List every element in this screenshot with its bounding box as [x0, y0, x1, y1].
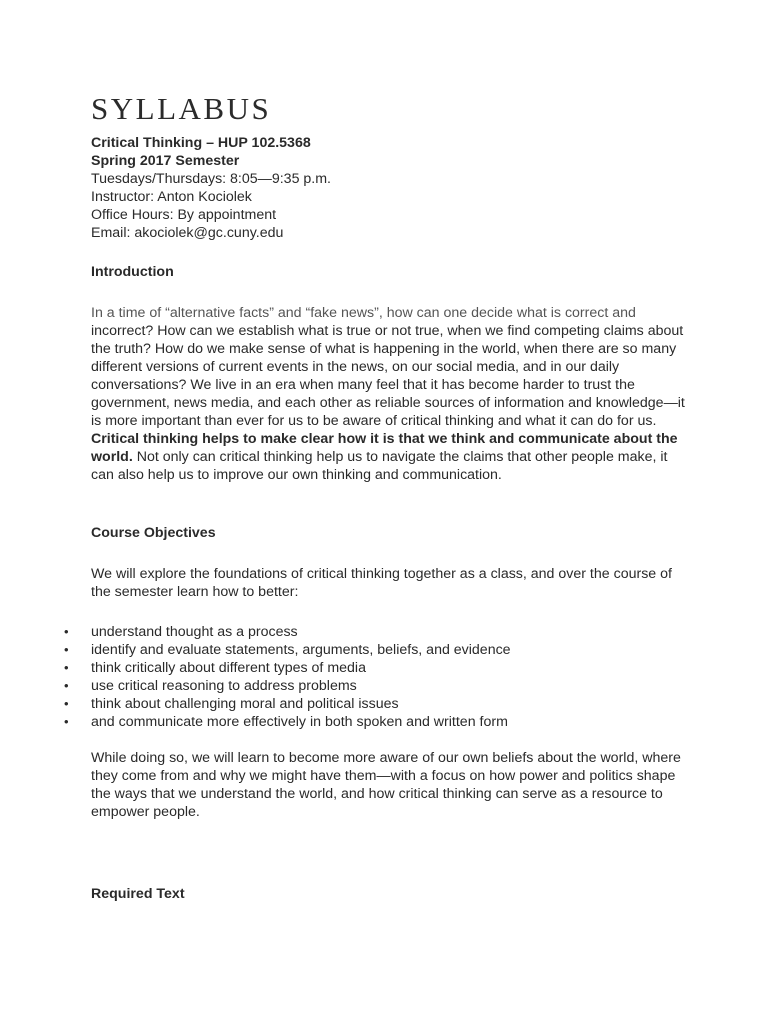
objectives-list [0, 623, 511, 731]
introduction-bold-text: Critical thinking helps to make clear how it is that we think and communicate about the world. [91, 431, 678, 465]
objectives-intro: We will explore the foundations of critical thinking together as a class, and over the course of the semester learn how to better: [91, 566, 672, 600]
list-item-text: think critically about different types of media [91, 660, 366, 676]
introduction-end-text: Not only can critical thinking help us to navigate the claims that other people make, it can also help us to improve our own thinking and communication. [91, 449, 668, 483]
bullet-icon: • [64, 714, 69, 729]
bullet-icon: • [64, 660, 69, 675]
introduction-heading: Introduction [91, 264, 174, 280]
document-title: SYLLABUS [91, 91, 272, 126]
list-item-text: and communicate more effectively in both spoken and written form [91, 714, 508, 730]
course-info [91, 134, 331, 242]
bullet-icon: • [64, 642, 69, 657]
required-text-heading: Required Text [91, 886, 185, 902]
bullet-icon: • [64, 696, 69, 711]
introduction-main-text: incorrect? How can we establish what is true or not true, when we find competing claims about the truth? How do we make sense of what is happening in the world, when there are so many different versions of current events in the news, on our social media, and in our daily conversations? We live in an era when many feel that it has become harder to trust the government, news media, and each other as reliable sources of information and knowledge—it is more important than ever for us to be aware of critical thinking and what it can do for us. [91, 323, 685, 429]
objectives-heading: Course Objectives [91, 525, 216, 541]
schedule: Tuesdays/Thursdays: 8:05—9:35 p.m. [91, 171, 331, 187]
list-item [0, 677, 511, 695]
bullet-icon: • [64, 678, 69, 693]
list-item-text: think about challenging moral and political issues [91, 696, 399, 712]
list-item [0, 659, 511, 677]
list-item [0, 641, 511, 659]
list-item [0, 713, 511, 731]
list-item-text: use critical reasoning to address problems [91, 678, 357, 694]
course-name: Critical Thinking – HUP 102.5368 [91, 135, 311, 151]
list-item [0, 695, 511, 713]
introduction-paragraph [91, 304, 691, 484]
list-item-text: identify and evaluate statements, arguments, beliefs, and evidence [91, 642, 511, 658]
instructor: Instructor: Anton Kociolek [91, 189, 252, 205]
introduction-lead-text: In a time of “alternative facts” and “fake news”, how can one decide what is correct and [91, 305, 636, 321]
email: Email: akociolek@gc.cuny.edu [91, 225, 284, 241]
office-hours: Office Hours: By appointment [91, 207, 277, 223]
semester: Spring 2017 Semester [91, 153, 240, 169]
list-item-text: understand thought as a process [91, 624, 298, 640]
bullet-icon: • [64, 624, 69, 639]
objectives-closing: While doing so, we will learn to become more aware of our own beliefs about the world, where they come from and why we might have them—with a focus on how power and politics shape the ways that we understand the world, and how critical thinking can serve as a resource to empower people. [91, 750, 681, 820]
list-item [0, 623, 511, 641]
